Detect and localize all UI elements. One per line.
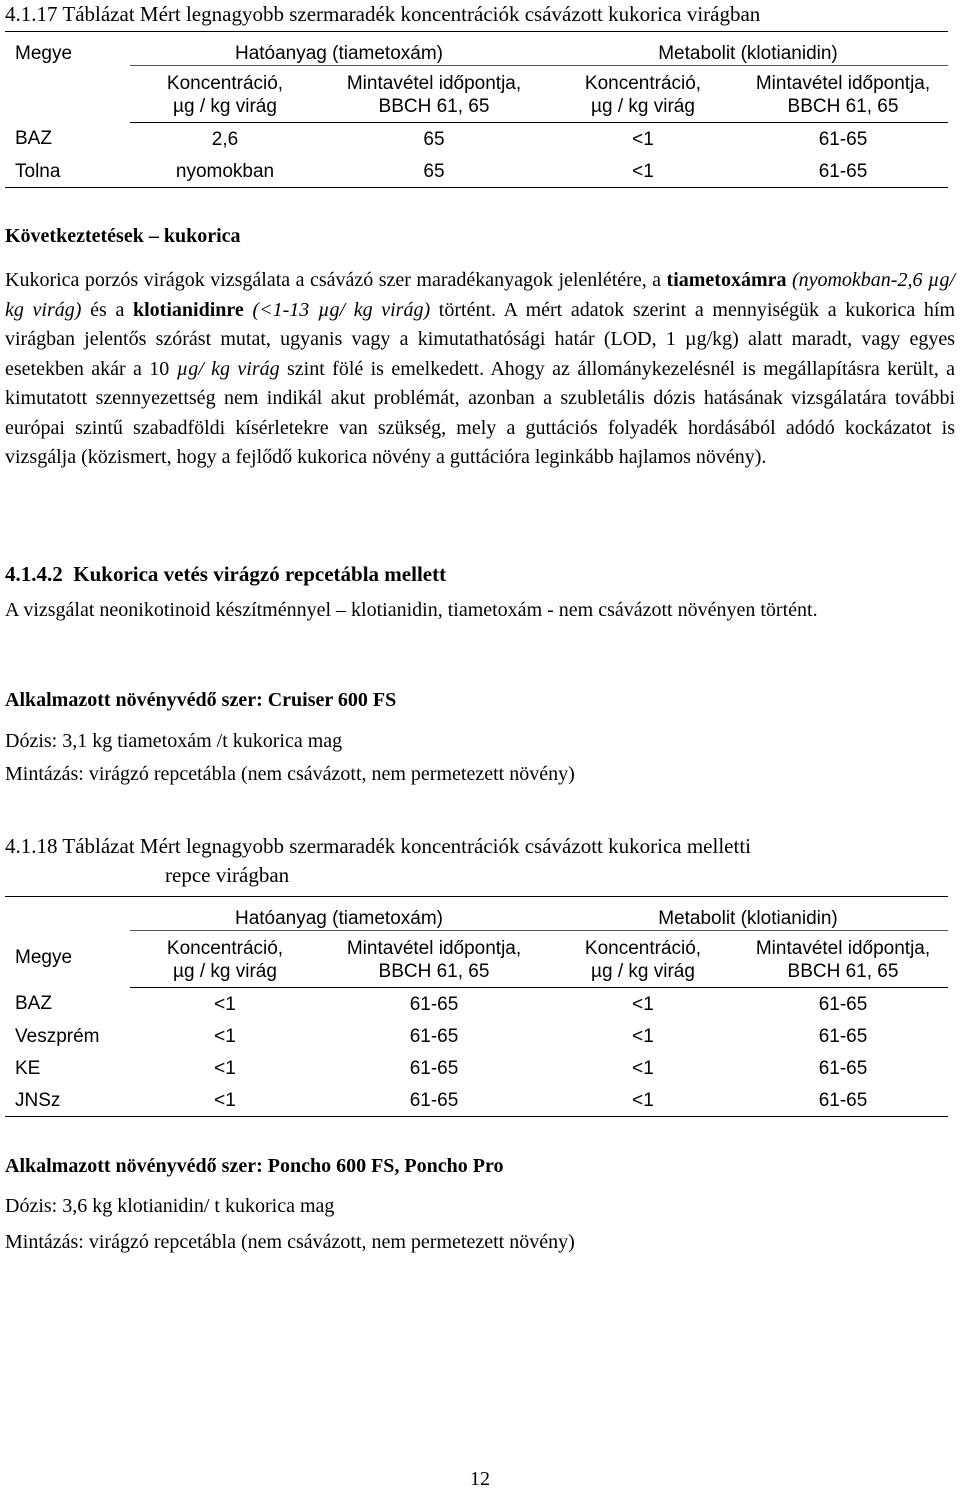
table2-caption-line1: 4.1.18 Táblázat Mért legnagyobb szermaradék koncentrációk csávázott kukorica melletti bbox=[5, 834, 751, 858]
product-label-poncho: Alkalmazott növényvédő szer: Poncho 600 FS, Poncho Pro bbox=[5, 1155, 504, 1177]
table2-group-metabolite: Metabolit (klotianidin) bbox=[548, 897, 948, 931]
table2-mconc-header: Koncentráció, µg / kg virág bbox=[548, 931, 738, 988]
time-cell: 61-65 bbox=[409, 993, 459, 1015]
mtime-cell: 61-65 bbox=[818, 993, 868, 1015]
table-row bbox=[5, 988, 948, 1021]
table1-group-active: Hatóanyag (tiametoxám) bbox=[130, 32, 548, 66]
time-cell: 65 bbox=[320, 155, 548, 188]
conc-cell: nyomokban bbox=[130, 155, 320, 188]
county-cell: BAZ bbox=[15, 128, 52, 150]
table2-county-header: Megye bbox=[5, 897, 130, 988]
table1-county-header: Megye bbox=[5, 32, 130, 123]
product-label-cruiser: Alkalmazott növényvédő szer: Cruiser 600 FS bbox=[5, 689, 397, 711]
section-text: A vizsgálat neonikotinoid készítménnyel – klotianidin, tiametoxám - nem csávázott növényen történt. bbox=[5, 599, 818, 621]
mtime-cell: 61-65 bbox=[738, 155, 948, 188]
time-cell: 65 bbox=[423, 128, 445, 150]
conc-cell: <1 bbox=[214, 1057, 236, 1079]
sampling-line-cruiser: Mintázás: virágzó repcetábla (nem csávázott, nem permetezett növény) bbox=[5, 763, 575, 785]
table2-time-header: Mintavétel időpontja, BBCH 61, 65 bbox=[320, 931, 548, 988]
table1-caption: 4.1.17 Táblázat Mért legnagyobb szermaradék koncentrációk csávázott kukorica virágban bbox=[5, 2, 761, 26]
county-cell: Tolna bbox=[5, 155, 130, 188]
table2 bbox=[5, 896, 948, 1117]
page-number: 12 bbox=[470, 1468, 490, 1490]
table1-mtime-header: Mintavétel időpontja, BBCH 61, 65 bbox=[738, 66, 948, 123]
conc-cell: <1 bbox=[130, 1084, 320, 1117]
table1 bbox=[5, 31, 948, 188]
section-title: Kukorica vetés virágzó repcetábla mellett bbox=[73, 562, 447, 586]
table1-time-header: Mintavétel időpontja, BBCH 61, 65 bbox=[320, 66, 548, 123]
dose-line-cruiser: Dózis: 3,1 kg tiametoxám /t kukorica mag bbox=[5, 730, 343, 752]
table-row bbox=[5, 123, 948, 156]
conc-cell: <1 bbox=[214, 1025, 236, 1047]
time-cell: 61-65 bbox=[320, 1084, 548, 1117]
table2-conc-header: Koncentráció, µg / kg virág bbox=[130, 931, 320, 988]
conc-cell: 2,6 bbox=[211, 128, 239, 150]
mconc-cell: <1 bbox=[548, 1084, 738, 1117]
table-row bbox=[5, 1052, 948, 1084]
table-row bbox=[5, 155, 948, 188]
conc-cell: <1 bbox=[214, 993, 236, 1015]
conclusions-title: Következtetések – kukorica bbox=[5, 225, 241, 247]
section-number: 4.1.4.2 bbox=[5, 562, 63, 586]
table1-group-metabolite: Metabolit (klotianidin) bbox=[548, 32, 948, 66]
mconc-cell: <1 bbox=[548, 155, 738, 188]
time-cell: 61-65 bbox=[409, 1057, 459, 1079]
section-heading bbox=[5, 560, 446, 589]
mconc-cell: <1 bbox=[632, 1025, 654, 1047]
conclusions-paragraph: Kukorica porzós virágok vizsgálata a csávázó szer maradékanyagok jelenlétére, a tiametoxámra (nyomokban-2,6 µg/ kg virág) és a klotianidinre (<1-13 µg/ kg virág) történt. A mért adatok szerint a mennyiségük a kukorica hím virágban jelentős szórást mutat, ugyanis vagy a kimutathatósági határ (LOD, 1 µg/kg) alatt maradt, vagy egyes esetekben akár a 10 µg/ kg virág szint fölé is emelkedett. Ahogy az állománykezelésnél is megállapításra került, a kimutatott szennyezettség nem indikál akut problémát, azonban a szubletális dózis hatásának vizsgálatára további európai szintű szabadföldi kísérletekre van szükség, mely a guttációs folyadék hordásából adódó kockázatot is vizsgálja (közismert, hogy a fejlődő kukorica növény a guttációra leginkább hajlamos növény). bbox=[5, 269, 956, 468]
county-cell: KE bbox=[15, 1057, 41, 1079]
table2-mtime-header: Mintavétel időpontja, BBCH 61, 65 bbox=[738, 931, 948, 988]
mtime-cell: 61-65 bbox=[818, 1057, 868, 1079]
county-cell: JNSz bbox=[5, 1084, 130, 1117]
table1-mconc-header: Koncentráció, µg / kg virág bbox=[548, 66, 738, 123]
table2-group-active: Hatóanyag (tiametoxám) bbox=[130, 897, 548, 931]
table-row bbox=[5, 1020, 948, 1052]
table1-conc-header: Koncentráció, µg / kg virág bbox=[130, 66, 320, 123]
mconc-cell: <1 bbox=[632, 993, 654, 1015]
table-row bbox=[5, 1084, 948, 1117]
sampling-line-poncho: Mintázás: virágzó repcetábla (nem csávázott, nem permetezett növény) bbox=[5, 1231, 575, 1253]
mtime-cell: 61-65 bbox=[818, 1025, 868, 1047]
county-cell: BAZ bbox=[15, 993, 52, 1015]
mtime-cell: 61-65 bbox=[818, 128, 868, 150]
table2-caption-line2: repce virágban bbox=[165, 863, 290, 887]
mconc-cell: <1 bbox=[632, 128, 654, 150]
county-cell: Veszprém bbox=[15, 1025, 100, 1047]
mconc-cell: <1 bbox=[632, 1057, 654, 1079]
time-cell: 61-65 bbox=[409, 1025, 459, 1047]
mtime-cell: 61-65 bbox=[738, 1084, 948, 1117]
dose-line-poncho: Dózis: 3,6 kg klotianidin/ t kukorica mag bbox=[5, 1195, 335, 1217]
